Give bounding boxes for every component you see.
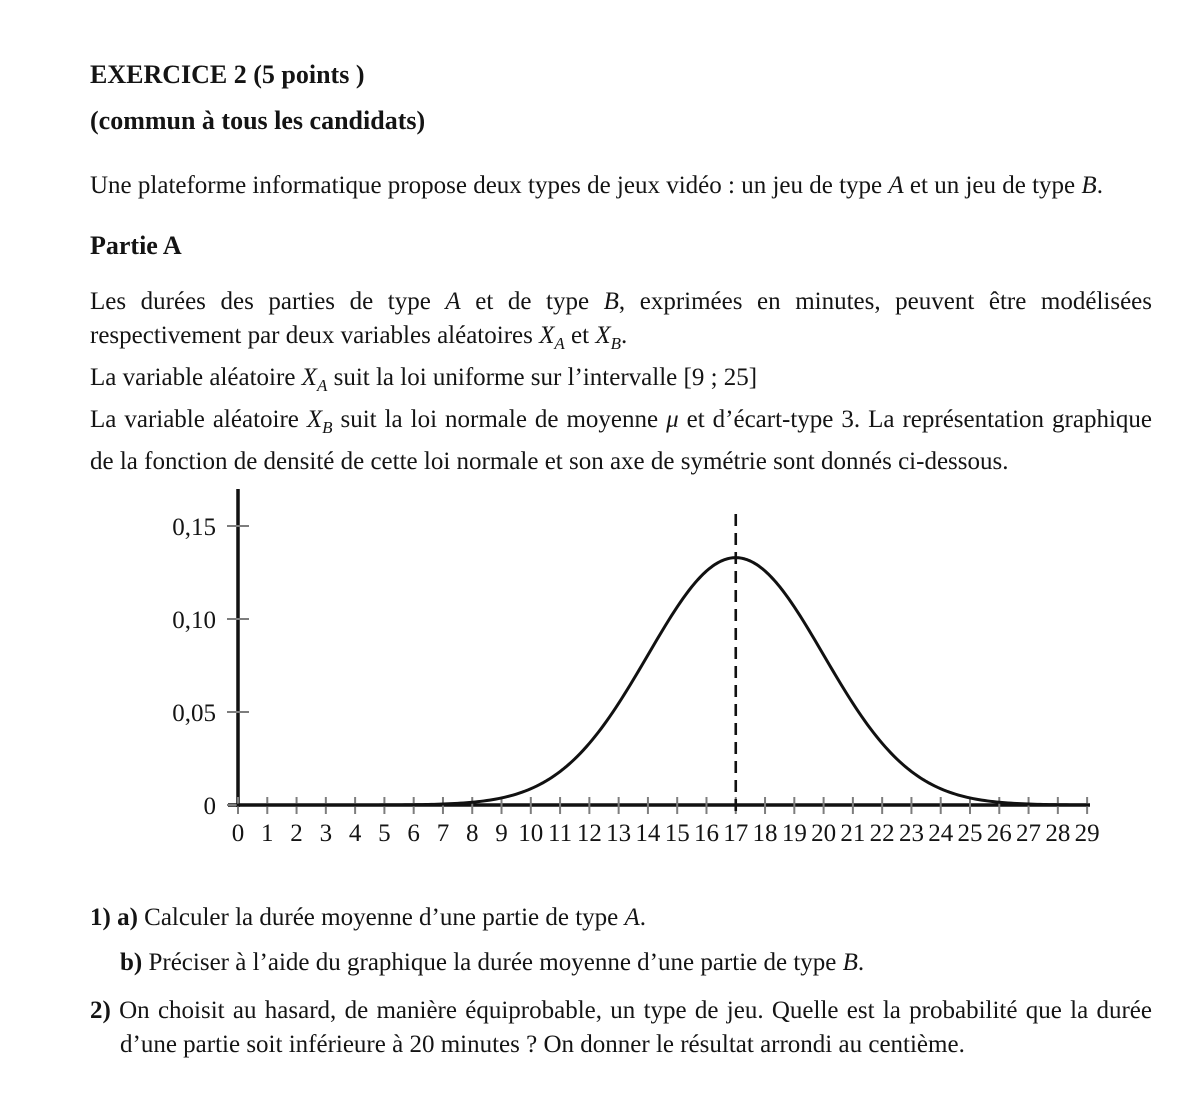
y-tick-label: 0 [203,793,216,820]
x-tick-label: 16 [693,820,719,847]
x-tick-label: 1 [261,820,274,847]
paragraph-normal-law: La variable aléatoire $X_B$ suit la loi normale de moyenne μ et d’écart-type 3. La représentation graphique de la fonction de densité de cette loi normale et son axe de symétrie sont donnés ci-dessous. [90,406,1153,475]
paragraph-durations: Les durées des parties de type A et de type B, exprimées en minutes, peuvent être modélisées respectivement par deux variables aléatoires $X_A$ et $X_B$. [90,288,1153,353]
x-tick-label: 20 [811,820,837,847]
part-a-heading: Partie A [90,231,182,260]
x-tick-label: 3 [319,820,333,847]
x-tick-label: 15 [664,820,690,847]
density-chart [0,479,1200,859]
x-tick-label: 24 [928,820,954,847]
x-tick-label: 0 [231,820,245,847]
x-tick-label: 11 [548,820,573,847]
intro-paragraph: Une plateforme informatique propose deux types de jeux vidéo : un jeu de type A et un jeu de type B. [90,172,1103,199]
x-tick-label: 17 [723,820,749,847]
x-tick-label: 8 [465,820,479,847]
x-tick-label: 7 [436,820,450,847]
question-1b: b) Préciser à l’aide du graphique la durée moyenne d’une partie de type B. [120,949,865,976]
y-tick-label: 0,15 [172,514,216,541]
x-tick-label: 18 [752,820,778,847]
density-curve [238,558,1087,805]
x-tick-label: 21 [840,820,866,847]
x-tick-label: 10 [518,820,544,847]
x-tick-label: 27 [1016,820,1042,847]
paragraph-uniform-law: La variable aléatoire $X_A$ suit la loi uniforme sur l’intervalle [9 ; 25] [90,364,758,395]
part-a-body [90,285,1152,479]
x-tick-label: 14 [635,820,661,847]
chart-area [0,479,1200,861]
x-tick-label: 9 [495,820,508,847]
x-tick-label: 5 [378,820,391,847]
x-tick-label: 13 [606,820,632,847]
x-tick-label: 25 [957,820,983,847]
questions-block [90,901,1152,1062]
x-tick-label: 23 [898,820,924,847]
x-tick-label: 26 [986,820,1012,847]
question-2: 2) On choisit au hasard, de manière équiprobable, un type de jeu. Quelle est la probabilité que la durée d’une partie soit inférieure à 20 minutes ? On donner le résultat arrondi au centième. [90,997,1152,1058]
x-tick-label: 2 [290,820,303,847]
x-tick-label: 12 [576,820,602,847]
y-tick-label: 0,10 [172,607,216,634]
exercise-title: EXERCICE 2 (5 points ) [90,60,365,89]
exercise-subtitle: (commun à tous les candidats) [90,106,426,135]
x-tick-label: 4 [348,820,362,847]
x-tick-label: 28 [1045,820,1071,847]
x-tick-label: 22 [869,820,895,847]
question-1a: 1) a) Calculer la durée moyenne d’une partie de type A. [90,904,647,931]
x-tick-label: 29 [1074,820,1100,847]
x-tick-label: 19 [781,820,807,847]
y-tick-label: 0,05 [172,700,216,727]
x-tick-label: 6 [407,820,420,847]
